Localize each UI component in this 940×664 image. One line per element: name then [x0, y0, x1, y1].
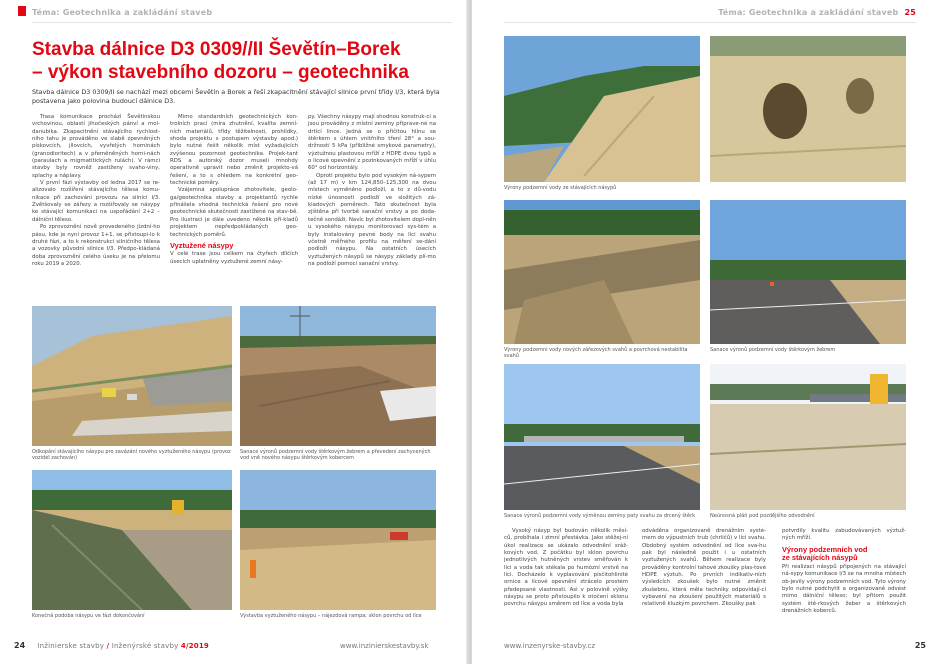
paragraph: potvrdily kvalitu zabudovávaných výztuž-ných mříží. — [782, 528, 906, 542]
header-rule — [32, 22, 452, 23]
photo-caption: Výstavba vyztuženého násypu – nájezdová rampa; sklon povrchu od líce — [240, 613, 422, 619]
left-page — [0, 0, 468, 664]
photo-caption: Sanace výronů podzemní vody výměnou zeminy paty svahu za drcený štěrk — [504, 513, 695, 519]
topic-header-right — [718, 8, 916, 17]
photo-cut-slope-instability — [504, 200, 700, 344]
magazine-name-cz: Inženýrské stavby — [111, 642, 179, 650]
page-number: 24 — [14, 641, 26, 650]
magazine-name-sk: Inžinierske stavby — [37, 642, 105, 650]
paragraph: Při realizaci násypů připojených na stávající ná-sypy komunikace I/3 se na mnoha místech ob-jevily výrony podzemních vod. Tyto výrony bylo nutné podchytit a organizovaně odvést mimo dálniční těleso; byl přitom použit systém ště-rkových žeber a štěrkových drenážních koberců. — [782, 563, 906, 614]
photo-caption: Výrony podzemní vody nových zářezových svahů a povrchová nestabilita svahů — [504, 347, 688, 360]
photo-unstable-subgrade — [710, 364, 906, 510]
photo-caption: Konečná podoba násypu ve fázi dokončování — [32, 613, 145, 619]
footer-url-left[interactable]: www.inzinierskestavby.sk — [340, 642, 429, 650]
heading-line-1: Výrony podzemních vod — [782, 544, 868, 554]
title-line-2: – výkon stavebního dozoru – geotechnika — [32, 62, 409, 83]
text-column-3 — [308, 114, 436, 268]
paragraph: Po zprovoznění nově provedeného jízdní-ho pásu, kde je nyní provoz 1+1, se přistoupi-lo k druhé fázi, a to k rekonstrukci silničního tělesa a vozovky původní silnice I/3. Předpo-kládaná doba zprovoznění celého úseku je na přelomu roku 2019 a 2020. — [32, 224, 160, 267]
photo-gravel-rib — [240, 306, 436, 446]
footer-right — [915, 641, 926, 650]
photo-caption: Sanace výronů podzemní vody štěrkovým žebrem — [710, 347, 836, 353]
text-column-1 — [32, 114, 160, 268]
section-heading — [782, 546, 906, 563]
paragraph: V první fázi výstavby od ledna 2017 se re-alizovalo rozšíření stávajícího tělesa komu-nikace při zachování provozu na silnici I/3. Zvětšovaly se zářezy a rozšiřovaly se násypy ke stávající komunikaci na uspořádání 2+2 – dálniční těleso. — [32, 180, 160, 223]
photo-groundwater-seepage — [710, 36, 906, 182]
paragraph: V celé trase jsou celkem na čtyřech dílčích úsecích uplatněny vyztužené zemní násy- — [170, 251, 298, 265]
paragraph: Oproti projektu bylo pod vysokým ná-sypem (až 17 m) v km 124,850–125,300 na dvou místech vyměněno podloží, a to z dů-vodu nízké únosnosti podloží ve složitých zá-kladových poměrech. Tato skutečnost byla zjištěna při tvorbě sanační vrstvy a po doda-tečně sondáži. Navíc byl zhotovitelem dopl-něn u vysokého násypu monitorovací sys-tém a byly instalovány pevné body na líci svahu včetně měřného profilu na měření se-dání podloží násypu. Na ostatních úsecích vyztužených násypů se násypy základy plí-mo na podloží pomocí sanační vrstvy. — [308, 172, 436, 267]
photo-caption: Výrony podzemní vody ze stávajících násypů — [504, 185, 617, 191]
paragraph: odváděna organizovaně drenážním systé-mem do výpustních trub (chrličů) v líci svahu. Obdobný systém odvodnění od líce sva-hu pak byl následně použit i u ostatních vyztužených svahů. Během realizace byly prováděny kontrolní tahové zkoušky plas-tové HDPE výztuh. Po prvních indikativ-ních výsledcích zkoušek bylo nutné změnit zkušebnu, která měla techniky odpovídají-cí vybavení na zkoušení použitých materiálů s relativně kluzkým povrchem. Zkoušky pak — [642, 528, 767, 608]
topic-label: Téma: Geotechnika a zakládání staveb — [718, 8, 899, 17]
footer-left — [14, 641, 209, 650]
photo-caption: Neúnosná pláň pod pozdějšího odvodnění — [710, 513, 815, 519]
paragraph: Vysoký násyp byl budován několik měsí-ců, probíhala i zimní přestávka. Jako stěžej-ní úkol realizace se ukázalo odvodnění sráž-kových vod. Z počátku byl sklon povrchu jednotlivých hutněných vrstev směřován k líci a voda tak stékala po humózní vrstvě na líci. Docházelo k vyplavování písčitohlinité ornice a lícové opevnění ztrácelo prostém předepsané vlastnosti. Asi v polovině výšky násypu se proto přistoupilo k otočení sklonu povrchu násypu směrem od líce a voda byla — [504, 528, 628, 608]
text-column-r1 — [504, 528, 628, 609]
paragraph: py. Všechny násypy mají shodnou konstruk-ci a jsou prováděny z místní zeminy připrave-né na drtící lince. Jedná se o přičitou hlínu se štěrkem s úhlem vnitřního tření 28° a sou-držností 5 kPa (přibližné smykové parametry), výztužnou plastovou mříží z HDPE dvou typů a o lícové opevnění z pozinkovaných mříží v úhlu 60° od horizontály. — [308, 114, 436, 172]
photo-caption: Sanace výronů podzemní vody štěrkovým žebrem a převedení zachycených vod vně nového násypu štěrkovým kobercem — [240, 449, 431, 462]
topic-header-left: Téma: Geotechnika a zakládání staveb — [32, 8, 213, 17]
photo-caption: Odkopání stávajícího násypu pro zavázání nového vyztuženého násypu (provoz vozidel zachován) — [32, 449, 231, 462]
paragraph: Vzájemná spolupráce zhotovitele, geolo-ga/geotechnika stavby a projektantů rychle přinášela vhodná technická řešení pro nové geotechnické skutečnosti zastižené na stav-bě. Pro ilustraci je dále uvedeno několik pří-kladů projektem nepředpokládaných geo-technických poměrů. — [170, 187, 298, 238]
paragraph: Mimo standardních geotechnických kon-trolních prací (míra zhutnění, kvalita zemní-ních materiálů, třídy těžitelnosti, prohlídky, shoda projektu s postupem výstavby apod.) bylo nutné řešit několik míst vyžadujících zvýšenou pozornost geotechnika. Projek-tant RDS a autorský dozor museli mnohdy operativně upravit nebo změnit projekto-vá řešení, a to s ohledem na konkrétní geo-technické poměry. — [170, 114, 298, 187]
text-column-2 — [170, 114, 298, 266]
article-title — [32, 38, 452, 84]
header-page-number: 25 — [904, 8, 916, 17]
text-column-r2 — [642, 528, 766, 609]
heading-line-2: ze stávajících násypů — [782, 553, 858, 563]
red-tab-marker — [18, 6, 26, 16]
photo-toe-gravel-replacement — [504, 364, 700, 510]
section-heading: Vyztužené násypy — [170, 240, 234, 250]
photo-ramp-construction — [240, 470, 436, 610]
right-page — [472, 0, 940, 664]
article-lead: Stavba dálnice D3 0309/II se nachází mezi obcemi Ševětín a Borek a řeší zkapacitnění stávající silnice první třídy I/3, která byla postavena jako polovina budoucí dálnice D3. — [32, 88, 440, 105]
title-line-1: Stavba dálnice D3 0309//II Ševětín–Borek — [32, 39, 401, 60]
header-rule — [504, 22, 916, 23]
issue-number: 4/2019 — [180, 642, 209, 650]
photo-finished-embankment — [32, 470, 232, 610]
photo-water-outflow-embankment — [504, 36, 700, 182]
paragraph: Trasa komunikace prochází Ševětínskou vrchovinou, oblastí jihočeských pánví a mol-danubika. Zkapacitnění stávajícího rychlost-ního tahu je prováděno ve slabě zpevněných pískovcích, jílovcích, vyvřelých horninách (granodioritech) a v přeměněných horni-nách (paraulach a migmatitických rulách). V rámci stavby byly rovněž zastiženy svaho-viny, splachy a náplavy. — [32, 114, 160, 179]
text-column-r3 — [782, 528, 906, 615]
magazine-name: Inžinierske stavby / Inženýrské stavby 4/2019 — [37, 642, 209, 650]
page-number: 25 — [914, 641, 926, 650]
photo-gravel-rib-sanation — [710, 200, 906, 344]
footer-url-right[interactable]: www.inzenyrske-stavby.cz — [504, 642, 596, 650]
photo-embankment-excavation — [32, 306, 232, 446]
